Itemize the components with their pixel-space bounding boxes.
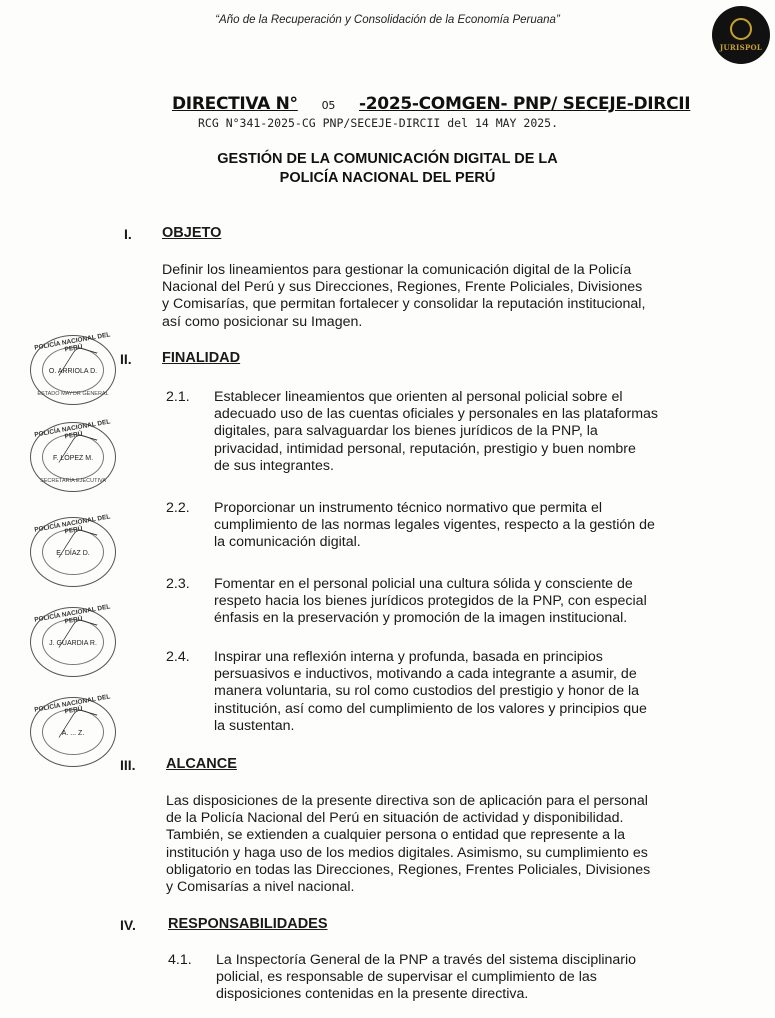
stamp-name: A. ... Z.	[61, 730, 85, 737]
section-heading-objeto: OBJETO	[162, 225, 222, 241]
official-stamp	[30, 418, 116, 492]
official-stamp	[30, 513, 116, 587]
document-title	[0, 150, 775, 188]
directive-number: 05	[321, 99, 336, 112]
stamp-arc-text: POLICÍA NACIONAL DEL PERÚ	[33, 603, 111, 626]
text-line: institución, así como del cumplimiento de los valores y principios que	[214, 700, 647, 717]
text-line: de la Policía Nacional del Perú en situación de actividad y disponibilidad.	[166, 810, 624, 827]
text-line: Las disposiciones de la presente directiva son de aplicación para el personal	[166, 793, 648, 809]
section-heading-responsabilidades: RESPONSABILIDADES	[168, 916, 328, 932]
text-line: Proporcionar un instrumento técnico normativo que permita el	[214, 500, 602, 516]
text-line: y Comisarías a nivel nacional.	[166, 879, 355, 896]
finalidad-item	[214, 389, 708, 475]
responsabilidades-item	[216, 952, 710, 1004]
section-heading-alcance: ALCANCE	[166, 756, 237, 772]
text-line: Nacional del Perú y sus Direcciones, Regiones, Frente Policiales, Divisiones	[162, 279, 643, 296]
text-line: Establecer lineamientos que orienten al personal policial sobre el	[214, 389, 623, 405]
text-line: de sus integrantes.	[214, 457, 334, 474]
header-motto: “Año de la Recuperación y Consolidación de la Economía Peruana”	[215, 14, 560, 26]
official-stamp	[30, 603, 116, 677]
stamp-name: E. DÍAZ D.	[56, 550, 90, 557]
finalidad-item	[214, 649, 708, 735]
section-number: II.	[120, 351, 132, 367]
stamp-arc-text: POLICÍA NACIONAL DEL PERÚ	[33, 331, 111, 354]
text-line: Definir los lineamientos para gestionar la comunicación digital de la Policía	[162, 262, 632, 278]
text-line: cumplimiento de las normas legales vigentes, respecto a la gestión de	[214, 517, 655, 534]
text-line: institución y haga uso de los medios digitales. Asimismo, su cumplimiento es	[166, 844, 648, 861]
item-number: 4.1.	[168, 952, 192, 968]
logo-text: JURISPOL	[719, 43, 763, 52]
text-line: y Comisarías, que permitan fortalecer y consolidar la reputación institucional,	[162, 296, 646, 313]
text-line: persuasivos e inductivos, motivando a cada integrante a asumir, de	[214, 666, 637, 683]
item-number: 2.1.	[166, 389, 190, 405]
title-line: POLICÍA NACIONAL DEL PERÚ	[279, 170, 496, 186]
item-number: 2.4.	[166, 649, 190, 665]
text-line: policial, es responsable de supervisar el cumplimiento de las	[216, 969, 597, 986]
stamp-arc-text: POLICÍA NACIONAL DEL PERÚ	[33, 418, 111, 441]
text-line: la comunicación digital.	[214, 534, 361, 551]
stamp-subtitle: ESTADO MAYOR GENERAL	[37, 391, 109, 397]
badge-icon	[730, 18, 752, 40]
finalidad-item	[214, 500, 708, 552]
text-line: manera voluntaria, su rol como custodios del prestigio y honor de la	[214, 683, 640, 700]
objeto-paragraph	[162, 262, 708, 331]
text-line: respeto hacia los bienes jurídicos protegidos de la PNP, con especial	[214, 593, 647, 610]
text-line: obligatorio en todas las Direcciones, Regiones, Frentes Policiales, Divisiones	[166, 861, 651, 878]
item-number: 2.3.	[166, 576, 190, 592]
stamp-arc-text: POLICÍA NACIONAL DEL PERÚ	[33, 513, 111, 536]
text-line: privacidad, intimidad personal, reputación, prestigio y buen nombre	[214, 440, 636, 457]
stamp-arc-text: POLICÍA NACIONAL DEL PERÚ	[33, 693, 111, 716]
text-line: Fomentar en el personal policial una cultura sólida y consciente de	[214, 576, 633, 592]
text-line: adecuado uso de las cuentas oficiales y personales en las plataformas	[214, 406, 659, 423]
stamp-name: O. ARRIOLA D.	[48, 368, 98, 375]
directive-prefix: DIRECTIVA N°	[172, 94, 298, 114]
text-line: disposiciones contenidas en la presente directiva.	[216, 986, 529, 1003]
text-line: La Inspectoría General de la PNP a través del sistema disciplinario	[216, 952, 637, 968]
text-line: énfasis en la preservación y promoción de la imagen institucional.	[214, 610, 628, 627]
directive-number-line	[172, 94, 690, 114]
official-stamp	[30, 693, 116, 767]
stamp-subtitle: SECRETARÍA EJECUTIVA	[40, 478, 106, 484]
item-number: 2.2.	[166, 500, 190, 516]
directive-suffix: -2025-COMGEN- PNP/ SECEJE-DIRCII	[359, 94, 691, 114]
alcance-paragraph	[166, 793, 708, 896]
stamp-name: F. LÓPEZ M.	[52, 455, 94, 462]
text-line: así como posicionar su Imagen.	[162, 313, 363, 330]
title-line: GESTIÓN DE LA COMUNICACIÓN DIGITAL DE LA	[217, 151, 558, 167]
text-line: la sustentan.	[214, 717, 295, 734]
section-heading-finalidad: FINALIDAD	[162, 350, 241, 366]
section-number: IV.	[120, 917, 136, 933]
text-line: digitales, para salvaguardar los bienes jurídicos de la PNP, la	[214, 423, 598, 440]
rcg-reference: RCG N°341-2025-CG PNP/SECEJE-DIRCII del 14 MAY 2025.	[198, 116, 559, 130]
official-stamp	[30, 331, 116, 405]
text-line: También, se extienden a cualquier persona o entidad que represente a la	[166, 827, 626, 844]
text-line: Inspirar una reflexión interna y profunda, basada en principios	[214, 649, 603, 665]
finalidad-item	[214, 576, 708, 628]
section-number: III.	[120, 757, 136, 773]
section-number: I.	[124, 226, 132, 242]
jurispol-logo	[712, 6, 770, 64]
stamp-name: J. GUARDIA R.	[49, 640, 97, 647]
